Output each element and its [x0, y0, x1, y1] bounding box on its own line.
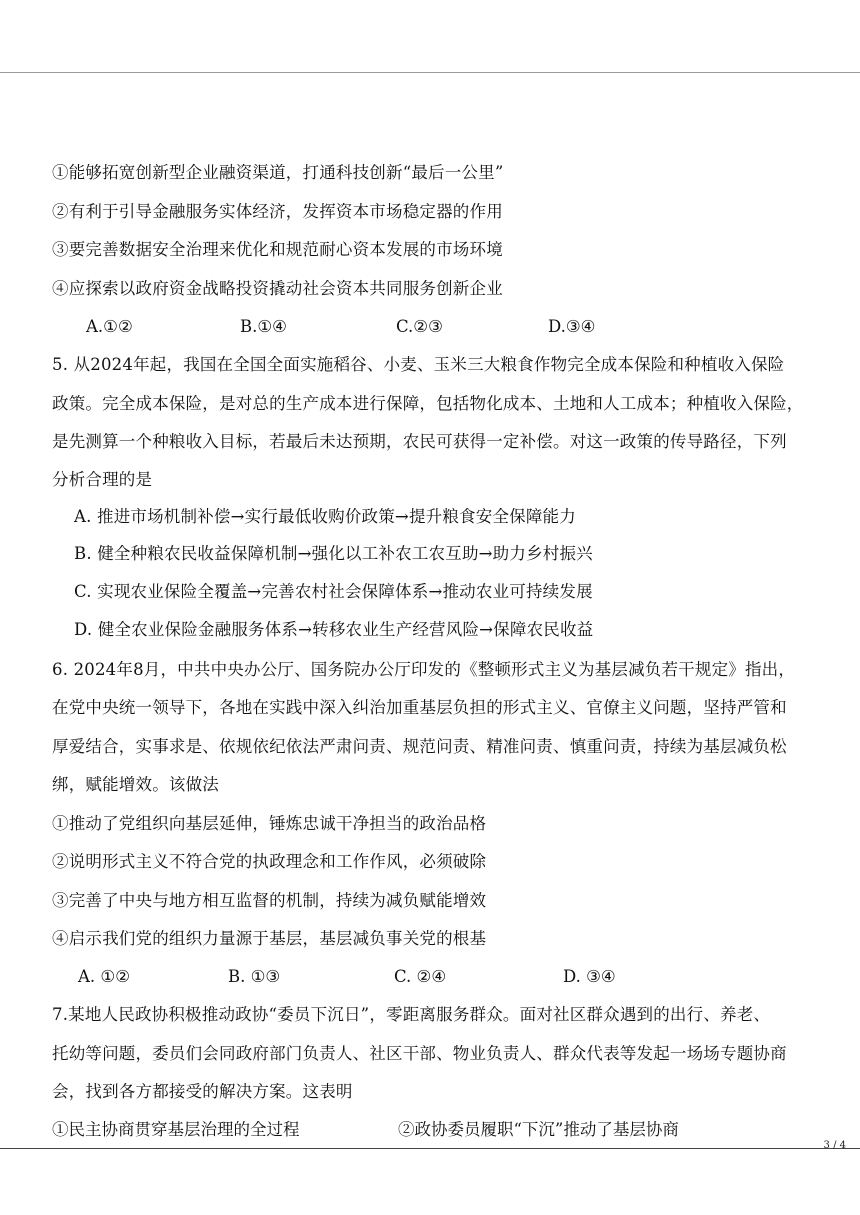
q5-stem-line-2: 政策。完全成本保险，是对总的生产成本进行保障，包括物化成本、土地和人工成本；种植收入保险， [52, 394, 804, 413]
q7-stem-line-1: 7.某地人民政协积极推动政协“委员下沉日”，零距离服务群众。面对社区群众遇到的出行、养老、 [52, 1005, 771, 1024]
q5-stem-line-4: 分析合理的是 [52, 470, 153, 489]
q6-statement-2: ②说明形式主义不符合党的执政理念和工作作风，必须破除 [52, 852, 487, 871]
q7-stem-line-3: 会，找到各方都接受的解决方案。这表明 [52, 1082, 353, 1101]
q6-statement-4: ④启示我们党的组织力量源于基层，基层减负事关党的根基 [52, 929, 487, 948]
q4-option-d[interactable]: D.③④ [548, 317, 596, 336]
q4-options [0, 316, 860, 338]
q4-statement-2: ②有利于引导金融服务实体经济，发挥资本市场稳定器的作用 [52, 202, 503, 221]
page-number: 3 / 4 [823, 1140, 846, 1151]
q6-stem-line-4: 绑，赋能增效。该做法 [52, 775, 219, 794]
q5-option-a[interactable]: A. 推进市场机制补偿→实行最低收购价政策→提升粮食安全保障能力 [74, 507, 576, 526]
q4-option-c[interactable]: C.②③ [396, 317, 443, 336]
q7-statement-2: ②政协委员履职“下沉”推动了基层协商 [398, 1120, 679, 1139]
q5-stem-line-1: 5. 从2024年起，我国在全国全面实施稻谷、小麦、玉米三大粮食作物完全成本保险和种植收入保险 [52, 355, 785, 374]
q7-statement-1: ①民主协商贯穿基层治理的全过程 [52, 1120, 300, 1139]
q4-statement-3: ③要完善数据安全治理来优化和规范耐心资本发展的市场环境 [52, 240, 503, 259]
q6-statement-1: ①推动了党组织向基层延伸，锤炼忠诚干净担当的政治品格 [52, 814, 487, 833]
q5-option-d[interactable]: D. 健全农业保险金融服务体系→转移农业生产经营风险→保障农民收益 [74, 620, 594, 639]
q5-option-c[interactable]: C. 实现农业保险全覆盖→完善农村社会保障体系→推动农业可持续发展 [74, 582, 593, 601]
top-border [0, 72, 860, 73]
q6-option-c[interactable]: C. ②④ [394, 967, 447, 986]
q6-stem-line-1: 6. 2024年8月，中共中央办公厅、国务院办公厅印发的《整顿形式主义为基层减负若干规定》指出， [52, 660, 796, 679]
q6-statement-3: ③完善了中央与地方相互监督的机制，持续为减负赋能增效 [52, 891, 487, 910]
q6-option-a[interactable]: A. ①② [78, 967, 130, 986]
q6-option-d[interactable]: D. ③④ [563, 967, 616, 986]
q4-option-b[interactable]: B.①④ [240, 317, 287, 336]
q7-statements [0, 1119, 860, 1141]
q6-stem-line-2: 在党中央统一领导下，各地在实践中深入纠治加重基层负担的形式主义、官僚主义问题，坚持严管和 [52, 698, 787, 717]
bottom-border [0, 1148, 860, 1149]
q5-option-b[interactable]: B. 健全种粮农民收益保障机制→强化以工补农工农互助→助力乡村振兴 [74, 544, 593, 563]
q6-stem-line-3: 厚爱结合，实事求是、依规依纪依法严肃问责、规范问责、精准问责、慎重问责，持续为基层减负松 [52, 737, 787, 756]
q5-stem-line-3: 是先测算一个种粮收入目标，若最后未达预期，农民可获得一定补偿。对这一政策的传导路径，下列 [52, 432, 787, 451]
q7-stem-line-2: 托幼等问题，委员们会同政府部门负责人、社区干部、物业负责人、群众代表等发起一场场专题协商 [52, 1044, 787, 1063]
q4-statement-1: ①能够拓宽创新型企业融资渠道，打通科技创新“最后一公里” [52, 163, 504, 182]
q6-options [0, 966, 860, 988]
q6-option-b[interactable]: B. ①③ [228, 967, 281, 986]
q4-statement-4: ④应探索以政府资金战略投资撬动社会资本共同服务创新企业 [52, 279, 503, 298]
q4-option-a[interactable]: A.①② [86, 317, 133, 336]
